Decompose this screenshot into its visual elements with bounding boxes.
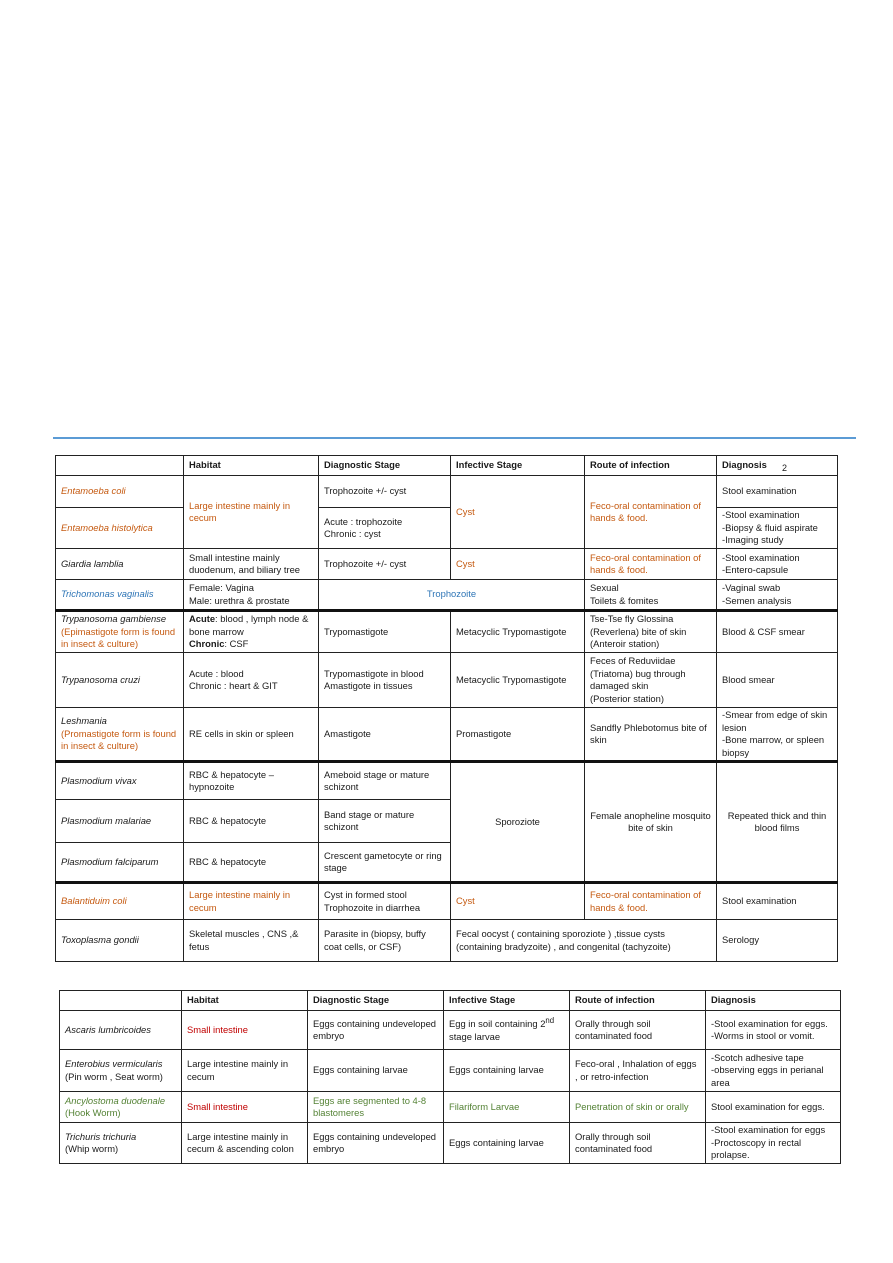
infective-trypanosoma-gambiense: Metacyclic Trypomastigote <box>451 611 585 653</box>
diagnostic-plasmodium-malariae: Band stage or mature schizont <box>319 800 451 843</box>
organism-common-name: (Hook Worm) <box>65 1107 121 1118</box>
diagnostic-ascaris: Eggs containing undeveloped embryo <box>308 1011 444 1050</box>
header-route-of-infection: Route of infection <box>585 456 717 476</box>
diagnostic-enterobius: Eggs containing larvae <box>308 1050 444 1092</box>
organism-name: Leshmania <box>61 715 107 727</box>
table-row <box>56 508 838 549</box>
habitat-line: Chronic : heart & GIT <box>189 680 278 691</box>
organism-name: Ancylostoma duodenale <box>65 1094 166 1106</box>
route-line: Tse-Tse fly Glossina <box>590 613 674 625</box>
infective-route-toxoplasma: Fecal oocyst ( containing sporoziote ) ,tissue cysts (containing bradyzoite) , and congenital (tachyzoite) <box>451 920 717 962</box>
acute-text: : blood , lymph node & bone marrow <box>189 613 309 637</box>
organism-entamoeba-coli: Entamoeba coli <box>56 476 184 508</box>
table-row <box>56 762 838 800</box>
table-row <box>56 549 838 580</box>
table-row <box>60 1050 841 1092</box>
table-row <box>56 611 838 653</box>
diagnosis-giardia <box>717 549 838 580</box>
diagnostic-leshmania: Amastigote <box>319 708 451 762</box>
infective-ancylostoma: Filariform Larvae <box>444 1092 570 1123</box>
organism-common-name: (Pin worm , Seat worm) <box>65 1070 163 1082</box>
diagnosis-line: -Stool examination for eggs. <box>711 1017 828 1029</box>
diagnosis-entamoeba-histolytica <box>717 508 838 549</box>
route-leshmania: Sandfly Phlebotomus bite of skin <box>585 708 717 762</box>
diagnosis-line: -Semen analysis <box>722 594 792 606</box>
table-row <box>56 708 838 762</box>
route-line: Sexual <box>590 582 619 593</box>
route-trypanosoma-cruzi <box>585 653 717 708</box>
habitat-trypanosoma-gambiense <box>184 611 319 653</box>
organism-name: Trichuris trichuria <box>65 1130 137 1142</box>
diagnosis-trypanosoma-cruzi: Blood smear <box>717 653 838 708</box>
habitat-plasmodium-vivax: RBC & hepatocyte – hypnozoite <box>184 762 319 800</box>
diagnosis-toxoplasma: Serology <box>717 920 838 962</box>
table-row <box>60 1011 841 1050</box>
table-row <box>56 653 838 708</box>
diagnostic-giardia: Trophozoite +/- cyst <box>319 549 451 580</box>
route-ancylostoma: Penetration of skin or orally <box>570 1092 706 1123</box>
organism-note: (Promastigote form is found in insect & culture) <box>61 727 177 752</box>
diagnosis-line: -Stool examination for eggs <box>711 1124 826 1136</box>
organism-trypanosoma-cruzi: Trypanosoma cruzi <box>56 653 184 708</box>
infective-giardia: Cyst <box>451 549 585 580</box>
infective-plasmodium: Sporoziote <box>451 762 585 883</box>
chronic-label: Chronic <box>189 638 225 650</box>
diagnosis-line: -Scotch adhesive tape <box>711 1051 804 1063</box>
diagnostic-line: Amastigote in tissues <box>324 680 413 691</box>
diagnosis-line: -Imaging study <box>722 534 784 546</box>
diagnosis-line: -Worms in stool or vomit. <box>711 1030 815 1041</box>
diagnostic-ancylostoma: Eggs are segmented to 4-8 blastomeres <box>308 1092 444 1123</box>
header-infective-stage: Infective Stage <box>444 991 570 1011</box>
diagnosis-ancylostoma: Stool examination for eggs. <box>706 1092 841 1123</box>
header-infective-stage: Infective Stage <box>451 456 585 476</box>
diagnostic-plasmodium-falciparum: Crescent gametocyte or ring stage <box>319 843 451 883</box>
route-trypanosoma-gambiense <box>585 611 717 653</box>
diagnostic-toxoplasma: Parasite in (biopsy, buffy coat cells, or CSF) <box>319 920 451 962</box>
diagnosis-leshmania <box>717 708 838 762</box>
organism-leshmania <box>56 708 184 762</box>
header-diagnostic-stage: Diagnostic Stage <box>319 456 451 476</box>
diagnostic-line: Cyst in formed stool <box>324 889 407 900</box>
diagnosis-trichuris <box>706 1123 841 1164</box>
route-line: (Reverlena) bite of skin <box>590 625 687 637</box>
diagnosis-plasmodium: Repeated thick and thin blood films <box>717 762 838 883</box>
diagnosis-line: -Bone marrow, or spleen biopsy <box>722 734 825 758</box>
helminth-table <box>59 990 841 1164</box>
table-header-row <box>56 456 838 476</box>
habitat-line: Female: Vagina <box>189 582 254 593</box>
header-habitat: Habitat <box>182 991 308 1011</box>
infective-leshmania: Promastigote <box>451 708 585 762</box>
route-line: (Anteroir station) <box>590 638 660 650</box>
route-line: (Triatoma) bug through <box>590 667 686 679</box>
diagnostic-trichuris: Eggs containing undeveloped embryo <box>308 1123 444 1164</box>
table-row <box>56 920 838 962</box>
organism-note: (Epimastigote form is found in insect & culture) <box>61 625 176 650</box>
superscript: nd <box>545 1016 555 1026</box>
organism-giardia: Giardia lamblia <box>56 549 184 580</box>
habitat-ascaris: Small intestine <box>182 1011 308 1050</box>
organism-plasmodium-vivax: Plasmodium vivax <box>56 762 184 800</box>
route-balantidium: Feco-oral contamination of hands & food. <box>585 883 717 920</box>
habitat-ancylostoma: Small intestine <box>182 1092 308 1123</box>
header-diagnosis: Diagnosis <box>706 991 841 1011</box>
table-header-row <box>60 991 841 1011</box>
diagnosis-trypanosoma-gambiense: Blood & CSF smear <box>717 611 838 653</box>
route-line: Toilets & fomites <box>590 594 659 606</box>
diagnostic-trypanosoma-gambiense: Trypomastigote <box>319 611 451 653</box>
diagnostic-line: Trypomastigote in blood <box>324 667 424 679</box>
diagnosis-line: -Proctoscopy in rectal prolapse. <box>711 1136 802 1161</box>
header-route-of-infection: Route of infection <box>570 991 706 1011</box>
header-diagnostic-stage: Diagnostic Stage <box>308 991 444 1011</box>
organism-enterobius <box>60 1050 182 1092</box>
organism-entamoeba-histolytica: Entamoeba histolytica <box>56 508 184 549</box>
diagnostic-entamoeba-histolytica <box>319 508 451 549</box>
route-trichomonas <box>585 580 717 611</box>
habitat-line: Male: urethra & prostate <box>189 594 290 606</box>
organism-trichomonas: Trichomonas vaginalis <box>56 580 184 611</box>
route-ascaris: Orally through soil contaminated food <box>570 1011 706 1050</box>
diagnostic-trypanosoma-cruzi <box>319 653 451 708</box>
infective-trichuris: Eggs containing larvae <box>444 1123 570 1164</box>
header-diagnosis: Diagnosis <box>717 456 838 476</box>
diagnosis-line: -Stool examination <box>722 551 800 563</box>
organism-common-name: (Whip worm) <box>65 1143 119 1154</box>
acute-label: Acute <box>189 613 216 625</box>
organism-name: Enterobius vermicularis <box>65 1058 163 1069</box>
protozoa-table <box>55 455 838 962</box>
section-divider-line <box>53 437 856 439</box>
habitat-line: Acute : blood <box>189 667 244 679</box>
habitat-toxoplasma: Skeletal muscles , CNS ,& fetus <box>184 920 319 962</box>
diagnostic-line: Acute : trophozoite <box>324 515 403 527</box>
organism-ancylostoma <box>60 1092 182 1123</box>
diagnosis-balantidium: Stool examination <box>717 883 838 920</box>
habitat-enterobius: Large intestine mainly in cecum <box>182 1050 308 1092</box>
table-row <box>60 1123 841 1164</box>
diagnosis-line: -Entero-capsule <box>722 564 789 575</box>
diagnosis-enterobius <box>706 1050 841 1092</box>
page-number: 2 <box>782 463 788 473</box>
diagnosis-entamoeba-coli: Stool examination <box>717 476 838 508</box>
chronic-text: : CSF <box>224 638 249 650</box>
header-organism <box>56 456 184 476</box>
organism-ascaris: Ascaris lumbricoides <box>60 1011 182 1050</box>
route-line: Feces of Reduviidae <box>590 655 676 666</box>
route-plasmodium: Female anopheline mosquito bite of skin <box>585 762 717 883</box>
header-habitat: Habitat <box>184 456 319 476</box>
diagnostic-line: Chronic : cyst <box>324 528 381 539</box>
infective-text: stage larvae <box>449 1031 501 1043</box>
table-row <box>56 883 838 920</box>
habitat-trypanosoma-cruzi <box>184 653 319 708</box>
diagnosis-line: -Stool examination <box>722 509 800 521</box>
infective-trypanosoma-cruzi: Metacyclic Trypomastigote <box>451 653 585 708</box>
diagnostic-line: Trophozoite in diarrhea <box>324 901 421 913</box>
habitat-trichomonas <box>184 580 319 611</box>
organism-plasmodium-falciparum: Plasmodium falciparum <box>56 843 184 883</box>
habitat-trichuris: Large intestine mainly in cecum & ascending colon <box>182 1123 308 1164</box>
route-trichuris: Orally through soil contaminated food <box>570 1123 706 1164</box>
organism-plasmodium-malariae: Plasmodium malariae <box>56 800 184 843</box>
diagnostic-entamoeba-coli: Trophozoite +/- cyst <box>319 476 451 508</box>
habitat-entamoeba: Large intestine mainly in cecum <box>184 476 319 549</box>
habitat-plasmodium-falciparum: RBC & hepatocyte <box>184 843 319 883</box>
organism-balantidium: Balantiduim coli <box>56 883 184 920</box>
diagnostic-balantidium <box>319 883 451 920</box>
infective-entamoeba: Cyst <box>451 476 585 549</box>
diagnosis-ascaris <box>706 1011 841 1050</box>
table-row <box>56 580 838 611</box>
organism-toxoplasma: Toxoplasma gondii <box>56 920 184 962</box>
diagnosis-line: -observing eggs in perianal area <box>711 1064 824 1088</box>
infective-text: Egg in soil containing 2 <box>449 1018 546 1030</box>
route-entamoeba: Feco-oral contamination of hands & food. <box>585 476 717 549</box>
route-giardia: Feco-oral contamination of hands & food. <box>585 549 717 580</box>
diagnostic-plasmodium-vivax: Ameboid stage or mature schizont <box>319 762 451 800</box>
organism-name: Trypanosoma gambiense <box>61 613 167 625</box>
route-line: (Posterior station) <box>590 692 664 704</box>
stage-trichomonas: Trophozoite <box>319 580 585 611</box>
table-row <box>60 1092 841 1123</box>
organism-trichuris <box>60 1123 182 1164</box>
route-line: damaged skin <box>590 680 649 691</box>
habitat-plasmodium-malariae: RBC & hepatocyte <box>184 800 319 843</box>
infective-balantidium: Cyst <box>451 883 585 920</box>
header-organism <box>60 991 182 1011</box>
diagnosis-line: -Vaginal swab <box>722 582 781 593</box>
infective-enterobius: Eggs containing larvae <box>444 1050 570 1092</box>
habitat-giardia: Small intestine mainly duodenum, and biliary tree <box>184 549 319 580</box>
habitat-balantidium: Large intestine mainly in cecum <box>184 883 319 920</box>
diagnosis-trichomonas <box>717 580 838 611</box>
diagnosis-line: -Biopsy & fluid aspirate <box>722 521 818 533</box>
organism-trypanosoma-gambiense <box>56 611 184 653</box>
route-enterobius: Feco-oral , Inhalation of eggs , or retro-infection <box>570 1050 706 1092</box>
habitat-leshmania: RE cells in skin or spleen <box>184 708 319 762</box>
diagnosis-line: -Smear from edge of skin lesion <box>722 709 828 733</box>
infective-ascaris <box>444 1011 570 1050</box>
table-row <box>56 476 838 508</box>
